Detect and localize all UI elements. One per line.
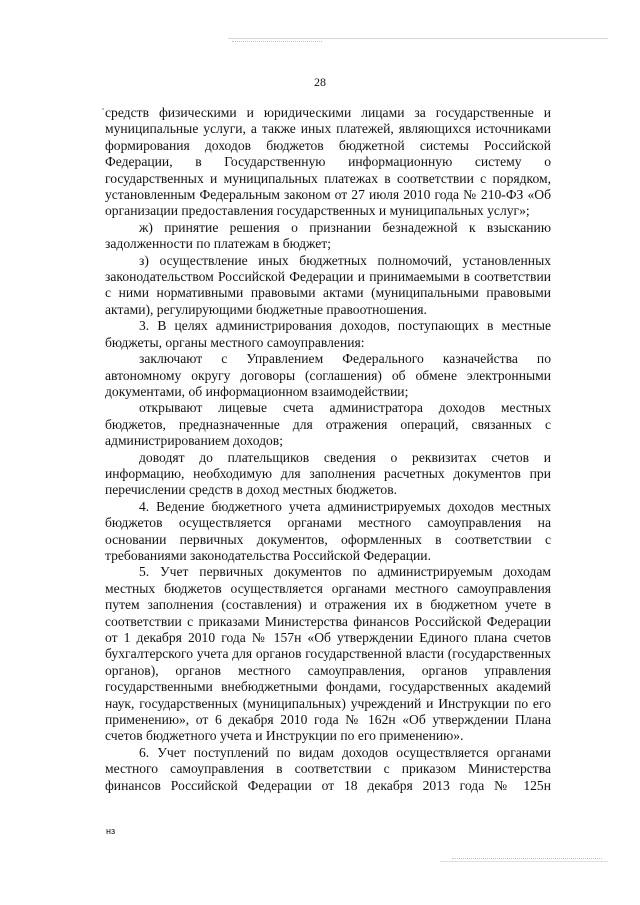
- paragraph-section-6: 6. Учет поступлений по видам доходов осуществляется органами местного самоуправления в соответствии с приказом Министерства финансов Российской Федерации от 18 декабря 2013 года № 125н: [105, 744, 551, 793]
- paragraph-section-3-item-3: доводят до плательщиков сведения о реквизитах счетов и информацию, необходимую для заполнения расчетных документов при перечислении средств в доход местных бюджетов.: [105, 449, 551, 498]
- scan-artifact-top-line: [228, 38, 608, 39]
- body-text: [105, 105, 551, 794]
- scan-artifact-bottom-line: [440, 861, 608, 862]
- scan-artifact-bottom-dots: [452, 858, 602, 859]
- paragraph-item-z: з) осуществление иных бюджетных полномочий, установленных законодательством Российской Федерации и принимаемыми в соответствии с ними нормативными правовыми актами (муниципальными правовыми актами), регулирующими бюджетные правоотношения.: [105, 252, 551, 317]
- paragraph-continuation: средств физическими и юридическими лицами за государственные и муниципальные услуги, а также иных платежей, являющихся источниками формирования доходов бюджетов бюджетной системы Российской Федерации, в Государственную информационную систему о государственных и муниципальных платежах в соответствии с порядком, установленным Федеральным законом от 27 июля 2010 года № 210-ФЗ «Об организации предоставления государственных и муниципальных услуг»;: [105, 105, 551, 219]
- paragraph-item-zh: ж) принятие решения о признании безнадежной к взысканию задолженности по платежам в бюджет;: [105, 219, 551, 252]
- scan-artifact-top-dots: [232, 41, 322, 42]
- paragraph-section-3-item-1: заключают с Управлением Федерального казначейства по автономному округу договоры (соглашения) об обмене электронными документами, об информационном взаимодействии;: [105, 351, 551, 399]
- footer-mark: нз: [106, 826, 116, 836]
- paragraph-section-3-item-2: открывают лицевые счета администратора доходов местных бюджетов, предназначенные для отражения операций, связанных с администрированием доходов;: [105, 400, 551, 449]
- margin-speck: [102, 108, 104, 110]
- paragraph-section-4: 4. Ведение бюджетного учета администрируемых доходов местных бюджетов осуществляется органами местного самоуправления на основании первичных документов, оформленных в соответствии с требованиями законодательства Российской Федерации.: [105, 498, 551, 563]
- paragraph-section-3: 3. В целях администрирования доходов, поступающих в местные бюджеты, органы местного самоуправления:: [105, 318, 551, 350]
- paragraph-section-5: 5. Учет первичных документов по администрируемым доходам местных бюджетов осуществляется органами местного самоуправления путем заполнения (составления) и отражения их в бюджетном учете в соответствии с приказами Министерства финансов Российской Федерации от 1 декабря 2010 года № 157н «Об утверждении Единого плана счетов бухгалтерского учета для органов государственной власти (государственных органов), органов местного самоуправления, органов управления государственными внебюджетными фондами, государственных академий наук, государственных (муниципальных) учреждений и Инструкции по его применению», от 6 декабря 2010 года № 162н «Об утверждении Плана счетов бюджетного учета и Инструкции по его применению».: [105, 564, 551, 744]
- page-number: 28: [314, 75, 326, 89]
